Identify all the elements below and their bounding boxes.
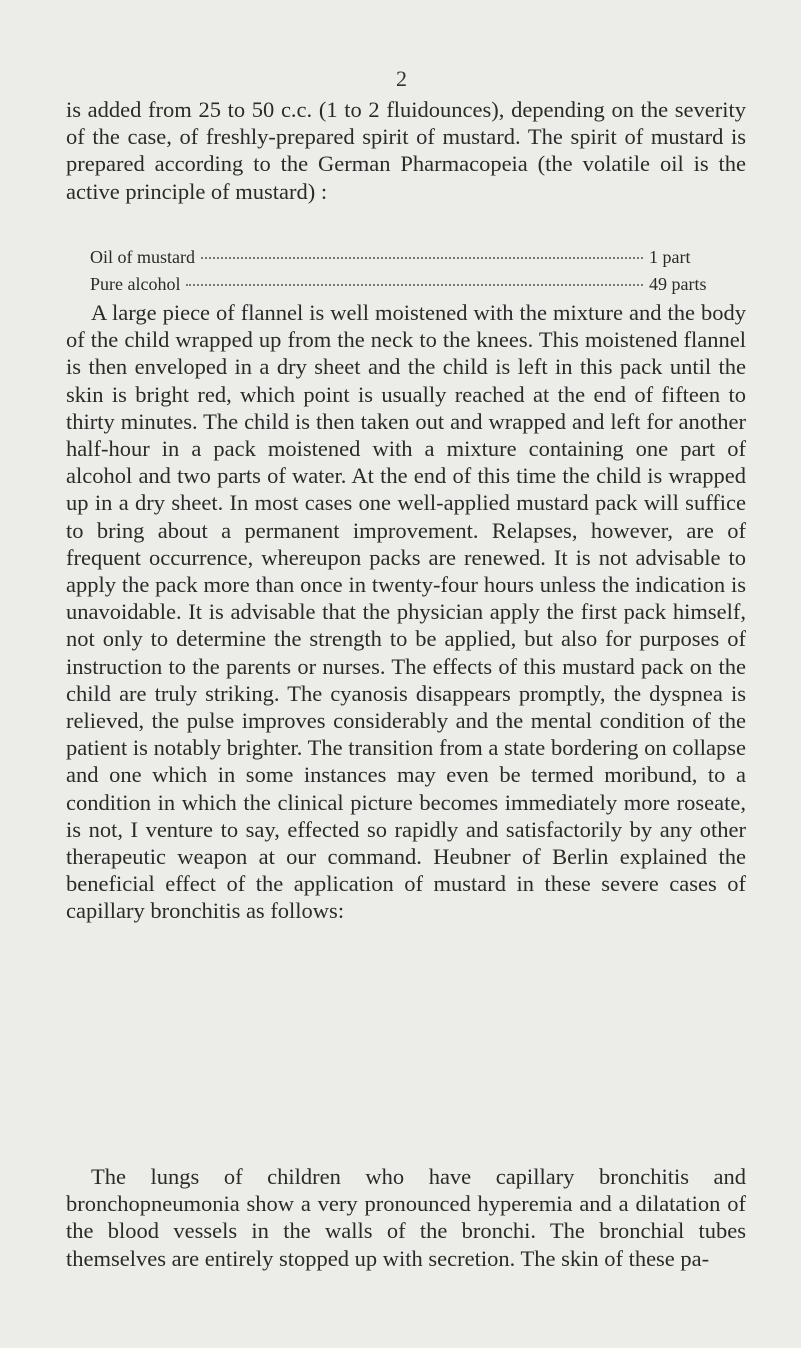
paragraph-mustard-pack: A large piece of flannel is well moistened with the mixture and the body of the child wrapped up from the neck to the knees. This moistened flannel is then enveloped in a dry sheet and the child is left in this pack until the skin is bright red, which point is usually reached at the end of fifteen to thirty minutes. The child is then taken out and wrapped and left for another half-hour in a pack moistened with a mixture containing one part of alcohol and two parts of water. At the end of this time the child is wrapped up in a dry sheet. In most cases one well-applied mustard pack will suffice to bring about a permanent improvement. Relapses, however, are of frequent occurrence, whereupon packs are renewed. It is not advisable to apply the pack more than once in twenty-four hours unless the indication is unavoidable. It is advisable that the physician apply the first pack himself, not only to determine the strength to be applied, but also for purposes of instruction to the parents or nurses. The effects of this mustard pack on the child are truly striking. The cyanosis disappears promptly, the dyspnea is relieved, the pulse improves considerably and the mental condition of the patient is notably brighter. The transition from a state bordering on collapse and one which in some instances may even be termed moribund, to a condition in which the clinical picture becomes immediately more roseate, is not, I venture to say, effected so rapidly and satisfactorily by any other therapeutic weapon at our command. Heubner of Berlin explained the beneficial effect of the application of mustard in these severe cases of capillary bronchitis as follows: [66,300,746,924]
page-number: 2 [396,66,407,91]
paragraph-heubner-explanation: The lungs of children who have capillary bronchitis and bronchopneumonia show a very pronounced hyperemia and a dilatation of the blood vessels in the walls of the bronchi. The bronchial tubes themselves are entirely stopped up with secretion. The skin of these pa- [66,1164,746,1271]
dot-leader [201,257,643,259]
recipe-row [90,244,745,271]
recipe-amount: 1 part [649,247,691,267]
recipe-ingredient: Pure alcohol [90,274,181,294]
recipe-table [90,244,745,298]
recipe-row [90,271,745,298]
dot-leader [186,284,643,286]
recipe-ingredient: Oil of mustard [90,247,195,267]
paragraph-intro: is added from 25 to 50 c.c. (1 to 2 fluidounces), depending on the severity of the case, of freshly-prepared spirit of mustard. The spirit of mustard is prepared according to the German Pharmacopeia (the volatile oil is the active principle of mustard) : [66,97,746,204]
recipe-amount: 49 parts [649,274,707,294]
